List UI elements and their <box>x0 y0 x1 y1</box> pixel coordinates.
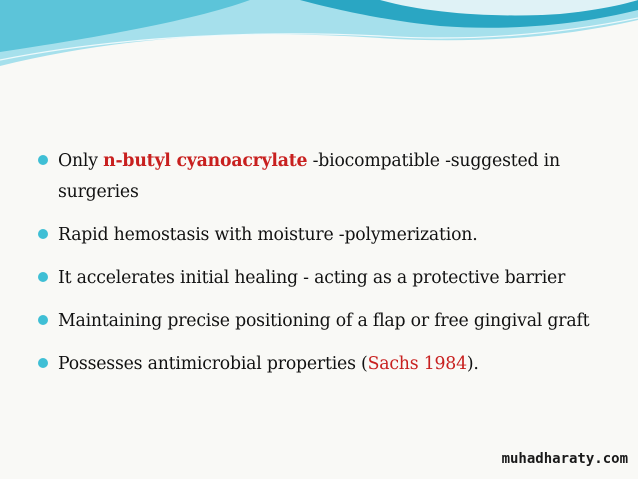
site-watermark: muhadharaty.com <box>501 451 628 467</box>
bullet-list <box>38 146 618 392</box>
list-item <box>38 263 618 294</box>
highlighted-term: n-butyl cyanoacrylate <box>103 151 308 171</box>
list-item <box>38 306 618 337</box>
bullet-text: ). <box>466 354 479 374</box>
header-wave-decoration <box>0 0 638 80</box>
bullet-text: Rapid hemostasis with moisture -polymerization. <box>58 225 478 245</box>
bullet-text: Only <box>58 151 104 171</box>
bullet-text: Possesses antimicrobial properties ( <box>58 354 368 374</box>
citation: Sachs 1984 <box>367 354 467 374</box>
list-item <box>38 349 618 380</box>
bullet-dot-icon <box>38 155 48 165</box>
bullet-text: It accelerates initial healing - acting as a protective barrier <box>58 268 566 288</box>
bullet-dot-icon <box>38 272 48 282</box>
bullet-text: Maintaining precise positioning of a flap or free gingival graft <box>58 311 590 331</box>
bullet-dot-icon <box>38 229 48 239</box>
list-item <box>38 146 618 208</box>
bullet-dot-icon <box>38 358 48 368</box>
list-item <box>38 220 618 251</box>
bullet-text: -biocompatible -suggested in surgeries <box>58 151 560 202</box>
bullet-dot-icon <box>38 315 48 325</box>
